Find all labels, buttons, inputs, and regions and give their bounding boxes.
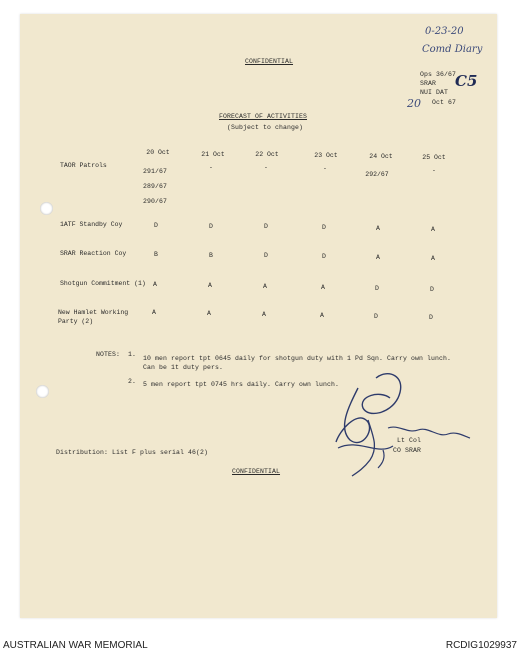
reference-line: NUI DAT bbox=[420, 89, 449, 96]
table-cell: D bbox=[430, 286, 434, 293]
table-cell: D bbox=[374, 313, 378, 320]
table-cell: D bbox=[264, 223, 268, 230]
column-header: 25 Oct bbox=[422, 154, 446, 161]
table-cell: D bbox=[375, 285, 379, 292]
signature-rank: Lt Col bbox=[397, 437, 422, 444]
column-header: 22 Oct bbox=[255, 151, 279, 158]
note-number: 2. bbox=[128, 378, 137, 385]
punch-hole bbox=[36, 385, 49, 398]
table-cell: D bbox=[322, 253, 326, 260]
table-cell: A bbox=[152, 309, 156, 316]
row-label: New Hamlet Working bbox=[58, 309, 129, 316]
table-cell: B bbox=[154, 251, 158, 258]
table-cell: A bbox=[153, 281, 157, 288]
table-cell: - bbox=[264, 164, 268, 171]
row-label: TAOR Patrols bbox=[60, 162, 107, 169]
row-label: Shotgun Commitment (1) bbox=[60, 280, 146, 287]
archive-footer-left: AUSTRALIAN WAR MEMORIAL bbox=[3, 640, 148, 651]
table-cell: 292/67 bbox=[365, 171, 389, 178]
handwritten-reference: C5 bbox=[455, 72, 478, 90]
table-cell: A bbox=[431, 226, 435, 233]
distribution-line: Distribution: List F plus serial 46(2) bbox=[56, 449, 209, 456]
column-header: 20 Oct bbox=[146, 149, 170, 156]
notes-heading: NOTES: bbox=[96, 351, 121, 358]
table-cell: A bbox=[262, 311, 266, 318]
table-cell: D bbox=[264, 252, 268, 259]
table-cell: D bbox=[209, 223, 213, 230]
handwritten-date: 20 bbox=[407, 97, 421, 110]
table-cell: A bbox=[376, 225, 380, 232]
classification-top: CONFIDENTIAL bbox=[245, 58, 294, 65]
row-label: SRAR Reaction Coy bbox=[60, 250, 127, 257]
note-text: 10 men report tpt 0645 daily for shotgun duty with 1 Pd Sqn. Carry own lunch. bbox=[143, 355, 452, 362]
table-cell: A bbox=[263, 283, 267, 290]
classification-bottom: CONFIDENTIAL bbox=[232, 468, 281, 475]
table-cell: D bbox=[429, 314, 433, 321]
table-cell: A bbox=[207, 310, 211, 317]
document-title: FORECAST OF ACTIVITIES bbox=[219, 113, 308, 120]
table-cell: D bbox=[154, 222, 158, 229]
table-cell: - bbox=[432, 167, 436, 174]
note-text: Can be 1t duty pers. bbox=[143, 364, 224, 371]
table-cell: A bbox=[376, 254, 380, 261]
table-cell: A bbox=[321, 284, 325, 291]
table-cell: D bbox=[322, 224, 326, 231]
column-header: 24 Oct bbox=[369, 153, 393, 160]
archive-footer-right: RCDIG1029937 bbox=[445, 640, 517, 651]
row-label: 1ATF Standby Coy bbox=[60, 221, 123, 228]
table-cell: A bbox=[320, 312, 324, 319]
handwritten-signature bbox=[328, 368, 478, 478]
note-number: 1. bbox=[128, 351, 137, 358]
handwritten-reference: 0-23-20 bbox=[425, 26, 464, 37]
table-cell: A bbox=[431, 255, 435, 262]
reference-line: Oct 67 bbox=[432, 99, 457, 106]
table-cell: - bbox=[323, 165, 327, 172]
column-header: 23 Oct bbox=[314, 152, 338, 159]
reference-line: SRAR bbox=[420, 80, 437, 87]
table-cell: A bbox=[208, 282, 212, 289]
table-cell: - bbox=[209, 164, 213, 171]
table-cell: 291/67 289/67 290/67 bbox=[143, 168, 168, 205]
note-text: 5 men report tpt 0745 hrs daily. Carry own lunch. bbox=[143, 381, 340, 388]
document-subtitle: (Subject to change) bbox=[227, 124, 304, 131]
signature-title: CO SRAR bbox=[393, 447, 422, 454]
table-cell: B bbox=[209, 252, 213, 259]
punch-hole bbox=[40, 202, 53, 215]
reference-line: Ops 36/67 bbox=[420, 71, 457, 78]
row-label-continued: Party (2) bbox=[58, 318, 94, 325]
handwritten-reference: Comd Diary bbox=[422, 44, 483, 55]
column-header: 21 Oct bbox=[201, 151, 225, 158]
